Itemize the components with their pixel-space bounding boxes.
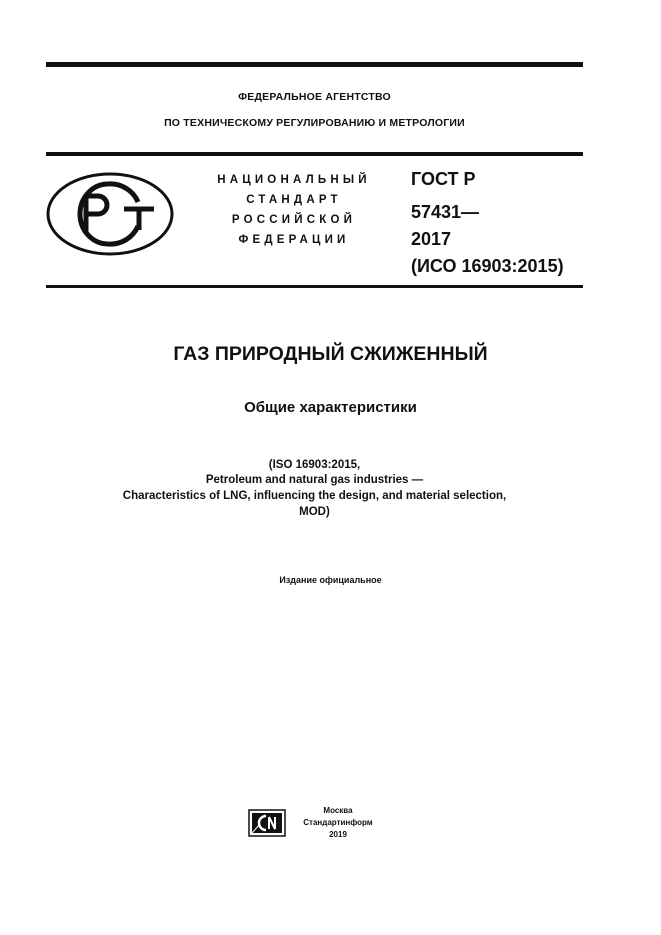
designation-line-3: 2017: [411, 229, 452, 249]
title-block-rule: [46, 285, 583, 288]
national-standard-line-4: ФЕДЕРАЦИИ: [238, 234, 350, 246]
document-title: ГАЗ ПРИРОДНЫЙ СЖИЖЕННЫЙ: [173, 343, 488, 365]
national-standard-line-3: РОССИЙСКОЙ: [231, 214, 357, 226]
rst-certification-emblem-icon: [46, 172, 174, 256]
edition-label: Издание официальное: [279, 575, 382, 585]
top-rule: [46, 62, 583, 67]
iso-reference-line-1: (ISO 16903:2015,: [268, 459, 361, 471]
publisher-year: 2019: [329, 830, 347, 839]
designation-line-4: (ИСО 16903:2015): [411, 256, 564, 276]
standartinform-logo-icon: [248, 809, 286, 837]
designation-line-1: ГОСТ Р: [411, 169, 476, 189]
designation-line-2: 57431—: [411, 202, 480, 222]
publisher-city: Москва: [323, 806, 353, 815]
national-standard-line-1: НАЦИОНАЛЬНЫЙ: [217, 174, 371, 186]
iso-reference-line-2: Petroleum and natural gas industries —: [205, 474, 424, 486]
agency-line-2: ПО ТЕХНИЧЕСКОМУ РЕГУЛИРОВАНИЮ И МЕТРОЛОГИИ: [164, 117, 465, 129]
header-rule: [46, 152, 583, 156]
national-standard-line-2: СТАНДАРТ: [246, 194, 342, 206]
document-subtitle: Общие характеристики: [244, 399, 417, 416]
iso-reference-line-4: MOD): [299, 506, 330, 518]
publisher-name: Стандартинформ: [303, 818, 373, 827]
agency-line-1: ФЕДЕРАЛЬНОЕ АГЕНТСТВО: [238, 91, 391, 103]
iso-reference-line-3: Characteristics of LNG, influencing the design, and material selection,: [122, 490, 507, 502]
